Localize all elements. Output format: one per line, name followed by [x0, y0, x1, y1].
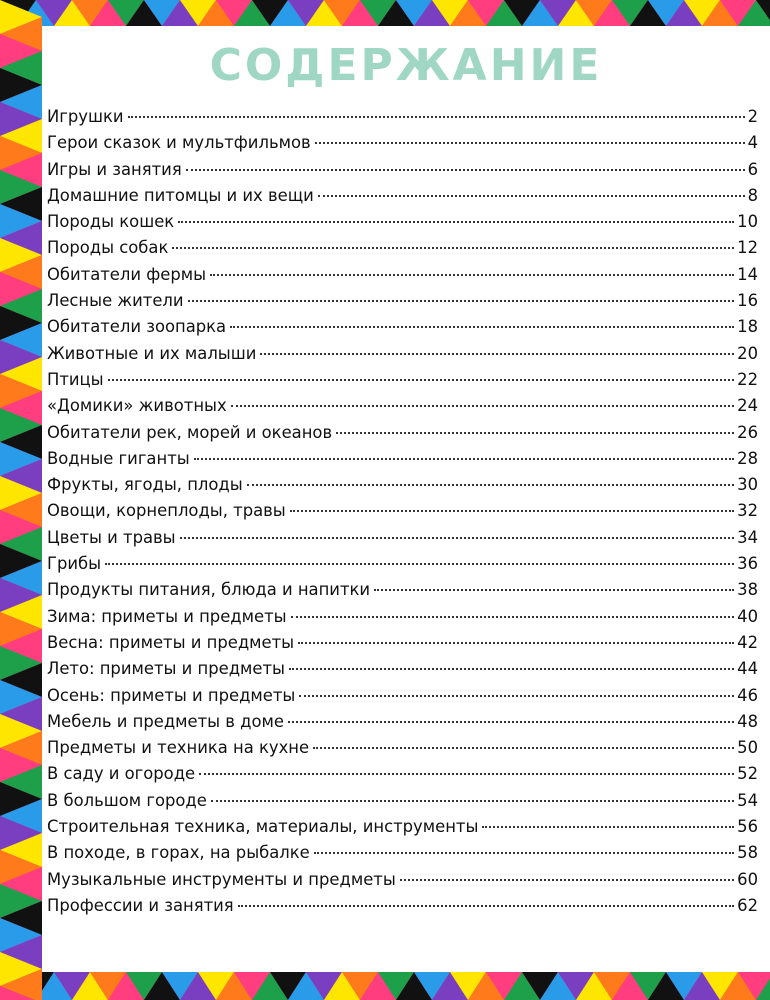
toc-entry-page-number: 32: [737, 501, 758, 521]
toc-entry-title: Обитатели фермы: [47, 264, 207, 284]
dot-leader: [172, 247, 734, 249]
toc-entry[interactable]: [47, 344, 758, 370]
toc-entry-title: Музыкальные инструменты и предметы: [47, 869, 396, 889]
toc-entry-title: Животные и их малыши: [47, 343, 257, 363]
dot-leader: [288, 721, 734, 723]
dot-leader: [400, 879, 734, 881]
toc-entry[interactable]: [47, 528, 758, 554]
toc-entry-page-number: 30: [737, 475, 758, 495]
toc-entry-page-number: 54: [737, 790, 758, 810]
toc-entry[interactable]: [47, 238, 758, 264]
toc-entry-title: «Домики» животных: [47, 396, 227, 416]
dot-leader: [180, 537, 735, 539]
toc-entry-title: Породы собак: [47, 238, 169, 258]
toc-entry[interactable]: [47, 580, 758, 606]
toc-entry[interactable]: [47, 291, 758, 317]
toc-entry[interactable]: [47, 791, 758, 817]
dot-leader: [178, 221, 734, 223]
toc-entry-page-number: 20: [737, 343, 758, 363]
toc-entry-title: В большом городе: [47, 790, 207, 810]
dot-leader: [231, 405, 734, 407]
dot-leader: [318, 195, 745, 197]
toc-entry-title: Игрушки: [47, 107, 124, 126]
toc-entry-page-number: 48: [737, 711, 758, 731]
toc-entry-title: Весна: приметы и предметы: [47, 632, 295, 652]
toc-entry-page-number: 62: [737, 895, 758, 915]
toc-entry[interactable]: [47, 817, 758, 843]
toc-entry-title: Лето: приметы и предметы: [47, 659, 285, 679]
toc-entry-page-number: 16: [737, 291, 758, 311]
dot-leader: [336, 432, 734, 434]
toc-entry-page-number: 58: [737, 843, 758, 863]
toc-entry[interactable]: [47, 133, 758, 159]
toc-entry-page-number: 52: [737, 764, 758, 784]
toc-entry-page-number: 56: [737, 817, 758, 837]
toc-entry-title: Обитатели зоопарка: [47, 317, 227, 337]
toc-entry-title: Строительная техника, материалы, инструменты: [47, 817, 479, 837]
toc-entry-page-number: 6: [747, 159, 758, 179]
dot-leader: [374, 589, 734, 591]
dot-leader: [210, 274, 734, 276]
toc-entry[interactable]: [47, 659, 758, 685]
toc-entry-title: Водные гиганты: [47, 448, 190, 468]
toc-entry[interactable]: [47, 501, 758, 527]
toc-entry-page-number: 60: [737, 869, 758, 889]
toc-entry-page-number: 22: [737, 369, 758, 389]
dot-leader: [290, 510, 734, 512]
toc-entry[interactable]: [47, 423, 758, 449]
toc-entry[interactable]: [47, 686, 758, 712]
toc-entry[interactable]: [47, 554, 758, 580]
toc-entry-title: Зима: приметы и предметы: [47, 606, 287, 626]
toc-entry[interactable]: [47, 712, 758, 738]
toc-entry[interactable]: [47, 212, 758, 238]
toc-entry[interactable]: [47, 265, 758, 291]
toc-entry[interactable]: [47, 843, 758, 869]
dot-leader: [186, 169, 745, 171]
toc-entry-title: Лесные жители: [47, 291, 184, 311]
toc-entry-page-number: 34: [737, 527, 758, 547]
toc-entry-page-number: 38: [737, 580, 758, 600]
toc-entry[interactable]: [47, 370, 758, 396]
dot-leader: [188, 300, 735, 302]
toc-entry-page-number: 8: [747, 185, 758, 205]
toc-entry-page-number: 10: [737, 212, 758, 232]
toc-entry-page-number: 28: [737, 448, 758, 468]
toc-entry-title: Предметы и техника на кухне: [47, 738, 310, 758]
toc-entry[interactable]: [47, 396, 758, 422]
dot-leader: [291, 616, 735, 618]
dot-leader: [313, 747, 734, 749]
toc-entry[interactable]: [47, 764, 758, 790]
toc-entry-page-number: 18: [737, 317, 758, 337]
dot-leader: [108, 379, 735, 381]
toc-entry-page-number: 12: [737, 238, 758, 258]
dot-leader: [194, 458, 734, 460]
toc-entry-title: Домашние питомцы и их вещи: [47, 185, 314, 205]
toc-entry-title: Цветы и травы: [47, 527, 176, 547]
dot-leader: [238, 905, 734, 907]
dot-leader: [260, 353, 734, 355]
table-of-contents: [47, 107, 758, 922]
dot-leader: [211, 800, 734, 802]
toc-entry[interactable]: [47, 449, 758, 475]
toc-entry-title: В саду и огороде: [47, 764, 196, 784]
toc-entry[interactable]: [47, 633, 758, 659]
toc-entry[interactable]: [47, 317, 758, 343]
toc-entry-title: Мебель и предметы в доме: [47, 711, 284, 731]
toc-entry-title: Фрукты, ягоды, плоды: [47, 475, 243, 495]
toc-entry-page-number: 42: [737, 632, 758, 652]
toc-entry-page-number: 4: [747, 133, 758, 153]
dot-leader: [128, 116, 745, 118]
toc-entry[interactable]: [47, 107, 758, 133]
toc-entry-page-number: 40: [737, 606, 758, 626]
toc-entry-page-number: 46: [737, 685, 758, 705]
toc-entry-title: Породы кошек: [47, 212, 175, 232]
toc-entry-title: Грибы: [47, 554, 102, 574]
dot-leader: [105, 563, 734, 565]
toc-entry[interactable]: [47, 870, 758, 896]
toc-entry-title: Герои сказок и мультфильмов: [47, 133, 311, 153]
dot-leader: [314, 852, 734, 854]
toc-entry[interactable]: [47, 160, 758, 186]
toc-entry-title: Птицы: [47, 369, 104, 389]
toc-entry-title: Профессии и занятия: [47, 895, 234, 915]
dot-leader: [247, 484, 734, 486]
toc-entry-title: Осень: приметы и предметы: [47, 685, 296, 705]
toc-entry[interactable]: [47, 186, 758, 212]
toc-entry-page-number: 24: [737, 396, 758, 416]
toc-entry[interactable]: [47, 475, 758, 501]
toc-entry-page-number: 36: [737, 554, 758, 574]
page-title: СОДЕРЖАНИЕ: [209, 40, 603, 91]
toc-entry-page-number: 50: [737, 738, 758, 758]
dot-leader: [230, 326, 734, 328]
dot-leader: [199, 773, 734, 775]
toc-entry-page-number: 2: [747, 107, 758, 126]
toc-entry-title: Обитатели рек, морей и океанов: [47, 422, 333, 442]
toc-entry-title: Игры и занятия: [47, 159, 182, 179]
toc-entry[interactable]: [47, 607, 758, 633]
toc-entry-title: Овощи, корнеплоды, травы: [47, 501, 286, 521]
dot-leader: [299, 695, 734, 697]
toc-entry-page-number: 44: [737, 659, 758, 679]
dot-leader: [482, 826, 734, 828]
toc-entry-page-number: 26: [737, 422, 758, 442]
toc-entry[interactable]: [47, 896, 758, 922]
toc-entry-title: Продукты питания, блюда и напитки: [47, 580, 371, 600]
toc-entry-title: В походе, в горах, на рыбалке: [47, 843, 310, 863]
toc-entry[interactable]: [47, 738, 758, 764]
dot-leader: [298, 642, 734, 644]
dot-leader: [315, 142, 745, 144]
dot-leader: [289, 668, 734, 670]
toc-entry-page-number: 14: [737, 264, 758, 284]
